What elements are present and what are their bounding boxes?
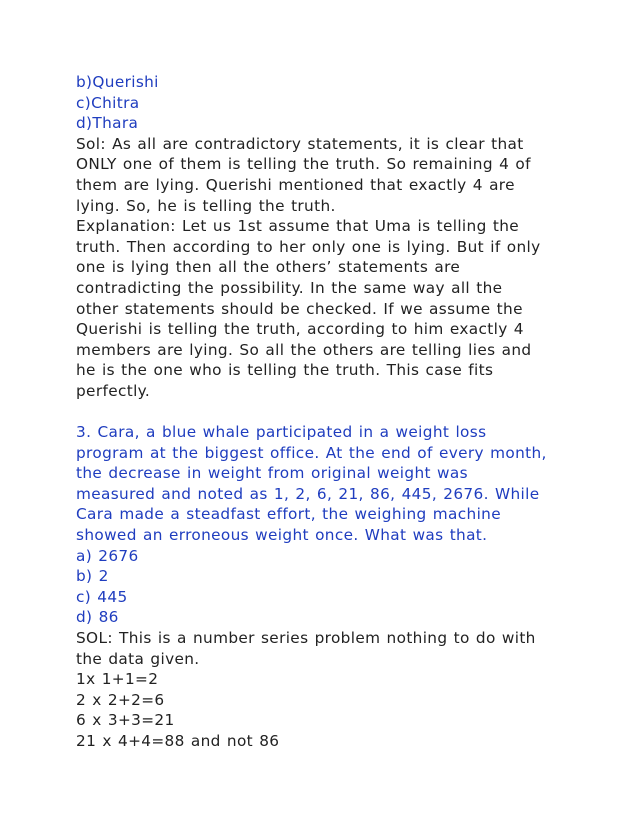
explanation-line: Querishi is telling the truth, according to him exactly 4 [76,320,524,339]
question-line: 3. Cara, a blue whale participated in a weight loss [76,423,487,442]
question-line: showed an erroneous weight once. What was that. [76,526,488,545]
option-b: b) 2 [76,567,109,586]
question-3 [76,422,576,546]
solution-line: lying. So, he is telling the truth. [76,196,336,215]
solution-line: 1x 1+1=2 [76,670,159,689]
question-line: the decrease in weight from original weight was [76,464,468,483]
solution-line: SOL: This is a number series problem nothing to do with [76,629,536,648]
option-d: d) 86 [76,608,119,627]
question-line: Cara made a steadfast effort, the weighing machine [76,505,501,524]
option-a: a) 2676 [76,546,139,565]
question-line: program at the biggest office. At the end of every month, [76,443,547,462]
solution-line: 6 x 3+3=21 [76,711,175,730]
solution-line: the data given. [76,649,200,668]
explanation-line: truth. Then according to her only one is lying. But if only [76,237,541,256]
explanation-line: he is the one who is telling the truth. This case fits [76,361,494,380]
solution-line: them are lying. Querishi mentioned that exactly 4 are [76,175,515,194]
document-body [76,72,576,752]
solution-line: Sol: As all are contradictory statements, it is clear that [76,134,524,153]
explanation-block [76,216,576,401]
solution-line: 21 x 4+4=88 and not 86 [76,732,280,750]
option-b: b)Querishi [76,73,159,91]
explanation-line: Explanation: Let us 1st assume that Uma is telling the [76,217,520,236]
question-line: measured and noted as 1, 2, 6, 21, 86, 445, 2676. While [76,484,540,503]
solution-block [76,134,576,216]
solution-line: ONLY one of them is telling the truth. So remaining 4 of [76,155,531,174]
explanation-line: other statements should be checked. If we assume the [76,299,523,318]
previous-question-options [76,72,576,134]
option-c: c)Chitra [76,93,140,112]
option-d: d)Thara [76,114,139,133]
question-3-options [76,546,576,628]
question-3-solution [76,628,576,752]
explanation-line: contradicting the possibility. In the same way all the [76,278,503,297]
explanation-line: members are lying. So all the others are telling lies and [76,340,532,359]
explanation-line: one is lying then all the others’ statements are [76,258,461,277]
option-c: c) 445 [76,587,128,606]
solution-line: 2 x 2+2=6 [76,690,165,709]
explanation-line: perfectly. [76,381,151,400]
paragraph-gap [76,402,576,423]
